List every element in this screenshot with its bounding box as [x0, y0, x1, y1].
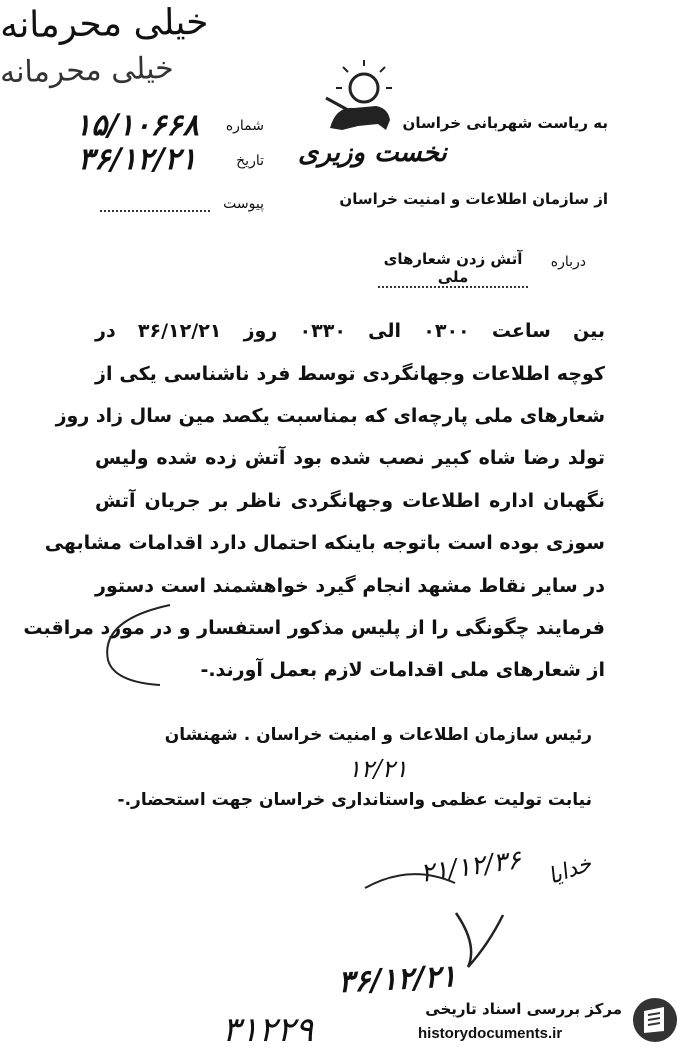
cc-line: نیابت تولیت عظمی واستانداری خراسان جهت استحضار.- [117, 790, 592, 810]
watermark-url: historydocuments.ir [418, 1025, 563, 1042]
number-value: ۱۵/۱۰۶۶۸ [75, 108, 199, 143]
top-secret-stamp: خیلی محرمانه [0, 1, 209, 47]
handwritten-underline [360, 868, 460, 898]
subject-value: آتش زدن شعارهای ملی [378, 250, 528, 288]
body-line-5: نگهبان اداره اطلاعات وجهانگردی ناظر بر جریان آتش [95, 490, 605, 512]
handwritten-note: نخست وزیری [298, 138, 447, 168]
attachment-dotted-line [100, 210, 210, 212]
sender-line: از سازمان اطلاعات و امنیت خراسان [339, 190, 608, 208]
body-line-8: فرمایند چگونگی را از پلیس مذکور استفسار و در مورد مراقبت [23, 617, 605, 639]
signature-initial: ۱۲/۲۱ [348, 755, 408, 783]
body-line-9: از شعارهای ملی اقدامات لازم بعمل آورند.- [200, 659, 605, 681]
watermark-logo-icon [630, 995, 680, 1045]
number-label: شماره [225, 118, 264, 134]
body-line-1: بین ساعت ۰۳۰۰ الی ۰۳۳۰ روز ۳۶/۱۲/۲۱ در [95, 320, 605, 342]
handwritten-checkmark [448, 905, 508, 975]
bottom-secret-stamp: خیلی محرمانه [0, 50, 175, 91]
body-line-7: در سایر نقاط مشهد انجام گیرد خواهشمند است دستور [95, 575, 605, 597]
signature-line: رئیس سازمان اطلاعات و امنیت خراسان . شهنشان [164, 725, 592, 745]
date-value: ۳۶/۱۲/۲۱ [78, 142, 197, 177]
attachment-label: پیوست [223, 196, 264, 212]
body-line-6: سوزی بوده است باتوجه باینکه احتمال دارد اقدامات مشابهی [44, 532, 605, 554]
archive-number: ۳۱۲۲۹ [222, 1010, 314, 1050]
handwritten-date: ۲۱/۱۲/۳۶ [418, 845, 523, 889]
body-line-4: تولد رضا شاه کبیر نصب شده بود آتش زده شده ولیس [95, 447, 605, 469]
recipient-line: به ریاست شهربانی خراسان [402, 114, 608, 132]
body-line-2: کوچه اطلاعات وجهانگردی توسط فرد ناشناسی یکی از [95, 363, 605, 385]
subject-label: درباره [550, 254, 586, 270]
bottom-handwritten-date: ۳۶/۱۲/۲۱ [337, 958, 458, 1001]
watermark-org: مرکز بررسی اسناد تاریخی [425, 1000, 622, 1018]
body-line-3: شعارهای ملی پارچه‌ای که بمناسبت یکصد مین سال زاد روز [55, 405, 605, 427]
handwritten-word: خدایا [545, 851, 596, 890]
lion-and-sun-emblem-icon [318, 58, 398, 138]
date-label: تاریخ [236, 153, 264, 169]
handwritten-bracket-mark [90, 600, 180, 690]
